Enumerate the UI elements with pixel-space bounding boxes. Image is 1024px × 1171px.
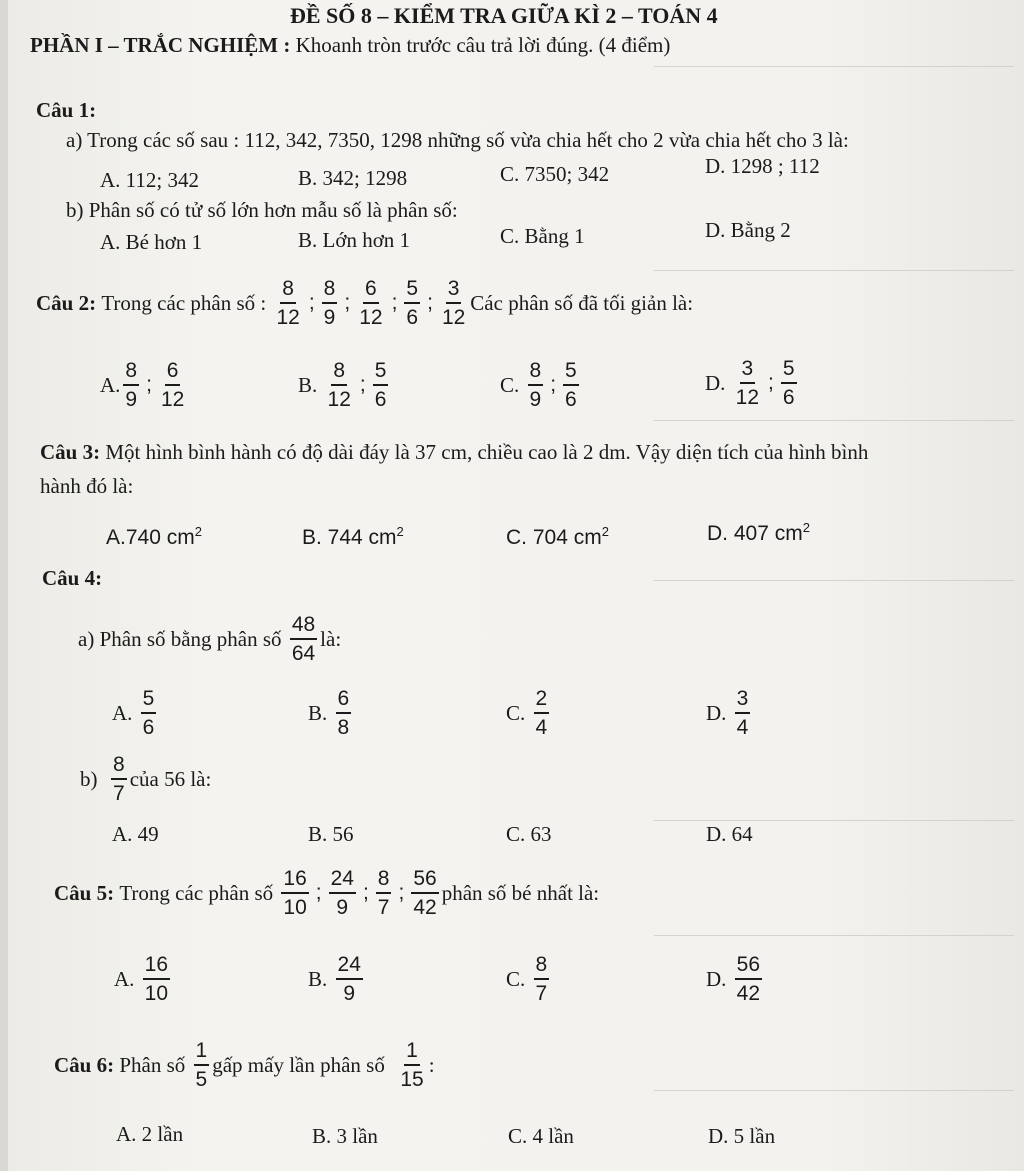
q1b-option-d[interactable]: D. Bằng 2	[705, 218, 791, 242]
bleed-line	[654, 270, 1014, 271]
q5-option-a[interactable]: A. $\frac{16}{10}$	[114, 953, 169, 1005]
question-3-text: Một hình bình hành có độ dài đáy là 37 cm, chiều cao là 2 dm. Vậy diện tích của hình bình	[105, 440, 869, 464]
question-3-line2: hành đó là:	[40, 474, 134, 498]
q6-fraction: $\frac{1}{5}$	[195, 1039, 208, 1091]
question-4b: b) $\frac{8}{7}$ của 56 là:	[80, 753, 212, 805]
q2-option-c[interactable]: C. $\frac{8}{9}$ ; $\frac{5}{6}$	[500, 359, 577, 411]
question-2-prefix: Trong các phân số :	[101, 290, 267, 315]
q4b-option-a[interactable]: A. 49	[112, 822, 159, 846]
question-5: Câu 5: Trong các phân số $\frac{16}{10}$ ; $\frac{24}{9}$ ; $\frac{8}{7}$ ; $\frac{56}{42}$ phân số bé nhất là:	[54, 867, 600, 919]
q5-option-b[interactable]: B. $\frac{24}{9}$	[308, 953, 361, 1005]
q3-option-a[interactable]: A.740 $cm^2$	[106, 524, 202, 549]
bleed-line	[654, 935, 1014, 936]
bleed-line	[654, 580, 1014, 581]
q4a-fraction: $\frac{48}{64}$	[291, 613, 316, 665]
question-3-line1	[40, 440, 868, 465]
question-3-label: Câu 3:	[40, 440, 101, 464]
question-2: Câu 2: Trong các phân số : $\frac{8}{12}$ ; $\frac{8}{9}$ ; $\frac{6}{12}$ ; $\frac{5}{6}$ ; $\frac{3}{12}$ Các phân số đã tối giản là:	[36, 277, 694, 329]
q2-fraction: $\frac{8}{9}$	[323, 277, 336, 329]
section-header	[30, 33, 670, 58]
q4b-option-d[interactable]: D. 64	[706, 822, 753, 846]
q5-option-c[interactable]: C. $\frac{8}{7}$	[506, 953, 548, 1005]
q1b-option-c[interactable]: C. Bằng 1	[500, 224, 585, 248]
section-instruction: Khoanh tròn trước câu trả lời đúng. (4 điểm)	[295, 33, 671, 57]
q2-fraction: $\frac{3}{12}$	[441, 277, 466, 329]
q4a-option-c[interactable]: C. $\frac{2}{4}$	[506, 687, 548, 739]
q6-fraction: $\frac{1}{15}$	[400, 1039, 424, 1091]
q3-option-b[interactable]: B. 744 $cm^2$	[302, 524, 404, 549]
q6-option-a[interactable]: A. 2 lần	[116, 1122, 184, 1146]
question-2-suffix: Các phân số đã tối giản là:	[470, 290, 694, 315]
question-1a-text: a) Trong các số sau : 112, 342, 7350, 1298 những số vừa chia hết cho 2 vừa chia hết cho 3 là:	[66, 128, 849, 152]
section-label: PHẦN I – TRẮC NGHIỆM :	[30, 33, 291, 57]
q2-fraction: $\frac{5}{6}$	[406, 277, 419, 329]
q4b-option-b[interactable]: B. 56	[308, 822, 354, 846]
question-2-label: Câu 2:	[36, 290, 97, 315]
q5-fraction: $\frac{24}{9}$	[330, 867, 354, 919]
q3-option-d[interactable]: D. 407 $cm^2$	[707, 520, 810, 545]
q4a-option-d[interactable]: D. $\frac{3}{4}$	[706, 687, 749, 739]
exam-title: ĐỀ SỐ 8 – KIỂM TRA GIỮA KÌ 2 – TOÁN 4	[290, 3, 718, 28]
q6-option-c[interactable]: C. 4 lần	[508, 1124, 574, 1148]
q5-fraction: $\frac{16}{10}$	[283, 867, 307, 919]
question-1-label: Câu 1:	[36, 98, 97, 122]
q4b-option-c[interactable]: C. 63	[506, 822, 552, 846]
q1a-option-d[interactable]: D. 1298 ; 112	[705, 154, 820, 178]
q2-option-b[interactable]: B. $\frac{8}{12}$ ; $\frac{5}{6}$	[298, 359, 387, 411]
question-6-label: Câu 6:	[54, 1052, 115, 1077]
question-4a: a) Phân số bằng phân số $\frac{48}{64}$ là:	[78, 613, 342, 665]
bleed-line	[654, 1090, 1014, 1091]
q1b-option-a[interactable]: A. Bé hơn 1	[100, 230, 203, 254]
q5-option-d[interactable]: D. $\frac{56}{42}$	[706, 953, 761, 1005]
q1b-option-b[interactable]: B. Lớn hơn 1	[298, 228, 411, 252]
q5-fraction: $\frac{56}{42}$	[413, 867, 437, 919]
q4b-fraction: $\frac{8}{7}$	[113, 753, 125, 805]
q4a-option-b[interactable]: B. $\frac{6}{8}$	[308, 687, 350, 739]
q2-option-a[interactable]: A. $\frac{8}{9}$ ; $\frac{6}{12}$	[100, 359, 185, 411]
q5-fraction: $\frac{8}{7}$	[377, 867, 390, 919]
q6-option-b[interactable]: B. 3 lần	[312, 1124, 378, 1148]
q4a-option-a[interactable]: A. $\frac{5}{6}$	[112, 687, 155, 739]
q1a-option-c[interactable]: C. 7350; 342	[500, 162, 610, 186]
question-4-label: Câu 4:	[42, 566, 103, 590]
q2-option-d[interactable]: D. $\frac{3}{12}$ ; $\frac{5}{6}$	[705, 357, 795, 409]
q6-option-d[interactable]: D. 5 lần	[708, 1124, 776, 1148]
bleed-line	[654, 420, 1014, 421]
q1a-option-b[interactable]: B. 342; 1298	[298, 166, 408, 190]
bleed-line	[654, 820, 1014, 821]
q2-fraction: $\frac{8}{12}$	[276, 277, 300, 329]
question-5-label: Câu 5:	[54, 880, 115, 905]
bleed-line	[654, 66, 1014, 67]
question-6: Câu 6: Phân số $\frac{1}{5}$ gấp mấy lần phân số $\frac{1}{15}$ :	[54, 1039, 435, 1091]
question-1b-text: b) Phân số có tử số lớn hơn mẫu số là phân số:	[66, 198, 458, 222]
q2-fraction: $\frac{6}{12}$	[359, 277, 383, 329]
page-edge-shadow	[0, 0, 8, 1171]
q3-option-c[interactable]: C. 704 $cm^2$	[506, 524, 609, 549]
q1a-option-a[interactable]: A. 112; 342	[100, 168, 199, 192]
